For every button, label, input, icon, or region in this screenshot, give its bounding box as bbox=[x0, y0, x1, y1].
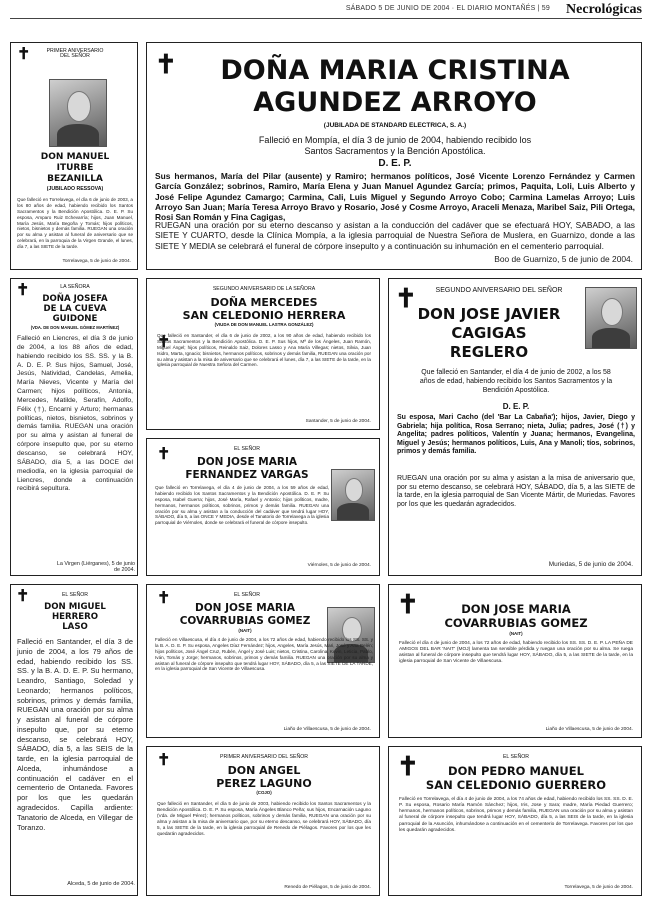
page-header bbox=[10, 2, 642, 19]
notice-subtitle: (VIUDA DE DON MANUEL LASTRA GONZÁLEZ) bbox=[214, 322, 314, 327]
notice-anniversary: EL SEÑOR bbox=[233, 592, 261, 598]
notice-dep: D. E. P. bbox=[378, 158, 412, 169]
notice-name-1: DON JOSE JAVIER bbox=[417, 305, 561, 323]
notice-signature: Viérnoles, 5 de junio de 2004. bbox=[307, 563, 371, 568]
notice-body: Falleció en Santander, el día 3 de junio de 2004, a los 79 años de edad, habiendo recibido los SS. SS. y la B. A. D. E. P. Su hermano, Leandro, Santiago, Soledad y Leonardo; hermanos políticos, sobrinos, primos y demás familia, RUEGAN una oración por su alma y asistan al funeral de córpore insepulto que, por su eterno descanso, se celebrará HOY, SÁBADO, día 5, a las SEIS de la tarde, en la iglesia parroquial de Alceda, inhumándose a continuación el cadáver en el cementerio de Ontaneda. Favores por los que les quedarán agradecidos. Capilla ardiente: Tanatorio de Alceda, en Villegar de Toranzo. bbox=[17, 637, 133, 832]
notice-subtitle: (JUBILADO RESSOVA) bbox=[46, 186, 104, 192]
notice-anniversary: PRIMER ANIVERSARIO DEL SEÑOR bbox=[46, 48, 104, 60]
cross-icon: ✝ bbox=[157, 446, 171, 463]
notice-ruegan: RUEGAN una oración por su eterno descanso y asistan a la conducción del cadáver que se efectuará HOY, SABADO, a las SIETE Y CUARTO, desde la Clínica Mompía, a la iglesia parroquial de Nuestra Señora de Muslera, en Guarnizo, donde a las SIETE Y MEDIA se celebrará el funeral de córpore insepulto y a continuación su inhumación en el cementerio parroquial. bbox=[155, 220, 635, 251]
notice-dep: D. E. P. bbox=[502, 402, 530, 411]
notice-anniversary: EL SEÑOR bbox=[233, 446, 261, 452]
notice-signature: Liaño de Villaescusa, 5 de junio de 2004. bbox=[283, 727, 371, 732]
notice-body: Que falleció en Torrelavega, el día 4 de junio de 2004, a los 59 años de edad, habiendo recibido los Santos Sacramentos y la Bendición Apostólica. D. E. P. Su esposa, Isabel Guerra; hijos, José María, Rafael y Antonio; hijos políticos, madre, hermanos, hermanos políticos, sobrinos, primos y demás familia. RUEGAN una oración por su alma y asistan a la conducción del cadáver que tendrá lugar HOY, SÁBADO, día 5, a las ONCE Y MEDIA, desde el Tanatorio de Torrelavega a la iglesia parroquial de Viérnoles, donde se celebrará el funeral de córpore insepulto. bbox=[155, 485, 329, 526]
notice-name-2: ITURBE bbox=[56, 163, 94, 173]
notice-jose-javier-cagigas bbox=[388, 278, 642, 576]
notice-anniversary: SEGUNDO ANIVERSARIO DEL SEÑOR bbox=[435, 287, 563, 294]
notice-signature: Torrelavega, 5 de junio de 2004. bbox=[564, 885, 633, 890]
notice-body: Que falleció en Santander, el día 5 de junio de 2003, habiendo recibido los Santos Sacramentos y la Bendición Apostólica. D. E. P. Su esposa, María Ángeles Blanco Peña; sus hijos, Encarnación Laguno (Vda. de Miguel Pérez); hermanos políticos, sobrinos y demás familia, RUEGAN una oración por su alma y asistan a la misa de aniversario que, por su eterno descanso, se celebrará HOY, SÁBADO, día 5, a las SIETE de la tarde, en la iglesia parroquial de Renedo de Piélagos. Favores por los que les quedarán agradecidos. bbox=[157, 801, 371, 837]
notice-signature: Liaño de Villaescusa, 5 de junio de 2004. bbox=[545, 727, 633, 732]
notice-name-2: COVARRUBIAS GOMEZ bbox=[444, 616, 588, 630]
notice-signature: Torrelavega, 5 de junio de 2004. bbox=[62, 259, 131, 264]
notice-name-1: DON JOSE MARIA bbox=[196, 456, 297, 468]
notice-body: Falleció en Liencres, el día 3 de junio de 2004, a los 88 años de edad, habiendo recibido los SS. SS. y la B. A. D. E. P. Sus hijos, Samuel, José, Jesús, Natividad, Candelas, Amelia, María Nieves, Vicente y María del Carmen; hijos políticos, Antonia, Mercedes, Matilde, Serafín, Adolfo, Félix (†), Encarni y Arturo; hermanas políticas, nietos, bisnietos, sobrinos y demás familia. RUEGAN una oración por su alma y asistan al funeral de córpore insepulto que, por su eterno descanso, se celebrará HOY, SÁBADO, día 5, a las DOCE del mediodía, en la iglesia parroquial de Liencres, donde a continuación recibirá sepultura. bbox=[17, 335, 133, 493]
cross-icon: ✝ bbox=[157, 590, 171, 607]
notice-name-2: COVARRUBIAS GOMEZ bbox=[179, 615, 311, 627]
notice-body: Falleció en Villaescusa, el día 4 de junio de 2004, a los 72 años de edad, habiendo recibido los SS. SS. y la B. A. D. E. P. Su esposa, Angeles Díaz Fernández; hijos, Angeles, María Jesús, Mari, José y Ana Belén; hijos políticos, José Ángel Cruz, Rubén, Ángel y José Luis; nietos, Cristina, Carolina, Kevin, Leticia, Pablo, Iván, Tomás y Jorge; hermanos, sobrinos, primos y demás familia. RUEGAN una oración por su alma y asistan al funeral de córpore insepulto que tendrá lugar HOY, SÁBADO, día 5, a las SIETE DE LA TARDE, en la iglesia parroquial de San Vicente de Villaescusa. bbox=[155, 637, 373, 672]
notice-body: Falleció en Torrelavega, el día 4 de junio de 2004, a los 74 años de edad, habiendo recibido los SS. SS. D. E. P. Su esposa, Rosario María Ramón Sánchez; hijos, Iris, Jose y Sara; madre, María Piedad Guerrero; hermanos, hermanos políticos, sobrinos, primos y demás familia, RUEGAN una oración por su alma y asistan al funeral de córpore insepulto que tendrá lugar HOY, SÁBADO, día 5, a las SEIS de la tarde, en la iglesia parroquial de la Asunción, inhumándose a continuación en el cementerio de Torrelavega. Favores por los que les quedarán agradecidos. bbox=[399, 797, 633, 833]
notice-name-2: CAGIGAS bbox=[451, 324, 527, 342]
notice-name-1: DOÑA MERCEDES bbox=[210, 296, 318, 309]
portrait-photo bbox=[49, 79, 107, 147]
page-date: SÁBADO 5 DE JUNIO DE 2004 · EL DIARIO MONTAÑÉS | 59 bbox=[345, 5, 550, 12]
notice-manuel-iturbe bbox=[10, 42, 138, 270]
portrait-photo bbox=[585, 287, 637, 349]
notice-josefa-de-la-cueva bbox=[10, 278, 138, 576]
notice-intro: Que falleció en Santander, el día 4 de junio de 2002, a los 58 años de edad, habiendo recibido los Santos Sacramentos y la Bendición Apostólica. bbox=[419, 369, 613, 394]
notice-name-2: DE LA CUEVA bbox=[43, 304, 107, 314]
cross-icon: ✝ bbox=[17, 46, 31, 63]
notice-name-2: SAN CELEDONIO HERRERA bbox=[182, 309, 346, 322]
notice-title-2: AGUNDEZ ARROYO bbox=[253, 87, 537, 118]
notice-signature: La Virgen (Liérganes), 5 de junio de 2004. bbox=[56, 561, 135, 573]
notice-name-1: DON ANGEL bbox=[227, 764, 301, 777]
notice-name-1: DON JOSE MARIA bbox=[194, 602, 295, 614]
notice-name-1: DON PEDRO MANUEL bbox=[448, 764, 584, 778]
notice-body: Que falleció en Santander, el día 6 de junio de 2002, a los 90 años de edad, habiendo recibido los Santos Sacramentos y la Bendición Apostólica. D. E. P. Sus hijos, Mª de los Ángeles, Juan Ramón, Miguel Ángel; hijos políticos, Reinaldo Saiz, Dolores Lasso y Ana María Villegas; nietos, Silvia, Juan Isidro, Marta, Ignacio; bisnietos, hermanos políticos, sobrinos y demás familia, RUEGAN una oración por su alma y asistan a la misa de aniversario que se celebrará el lunes, día 7, a las SIETE de la tarde, en la iglesia parroquial de Nuestra Señora del Carmen. bbox=[157, 333, 371, 368]
cross-icon: ✝ bbox=[157, 334, 171, 351]
notice-jose-maria-fernandez-vargas bbox=[146, 438, 380, 576]
notice-signature: Boo de Guarnizo, 5 de junio de 2004. bbox=[494, 254, 633, 264]
notice-maria-cristina-agundez bbox=[146, 42, 642, 270]
notice-signature: Muriedas, 5 de junio de 2004. bbox=[548, 561, 633, 568]
notice-subtitle: (NAIT) bbox=[238, 628, 252, 633]
notice-body: Que falleció en Torrelavega, el día 6 de junio de 2003, a los 80 años de edad, habiendo recibido los Santos Sacramentos y la Bendición Apostólica. D. E. P. Su esposa, Amparo Ruiz Echevarría; hijos, Juan Manuel, María Jesús, María Begoña y Tomás; hijos políticos, nietos, bisnietos y demás familia. RUEGAN una oración por su alma y asistan al funeral de aniversario que se celebrará, en la parroquia de la Virgen Grande, el lunes, día 7, a las SIETE de la tarde. bbox=[17, 197, 133, 249]
notice-subtitle: (COJO) bbox=[256, 790, 272, 795]
cross-icon: ✝ bbox=[397, 751, 419, 781]
notice-name-3: REGLERO bbox=[449, 343, 529, 361]
notice-signature: Renedo de Piélagos, 5 de junio de 2004. bbox=[284, 885, 371, 890]
notice-pedro-manuel-san-celedonio bbox=[388, 746, 642, 896]
notice-name-2: PEREZ LAGUNO bbox=[216, 777, 312, 790]
notice-name-2: HERRERO bbox=[51, 612, 99, 622]
notice-subtitle: (VDA. DE DON MANUEL GÓMEZ MARTÍNEZ) bbox=[30, 325, 120, 330]
notice-signature: Santander, 5 de junio de 2004. bbox=[305, 419, 371, 424]
notice-jose-maria-covarrubias-pena bbox=[388, 584, 642, 738]
notice-name-3: GUIDONE bbox=[52, 314, 98, 324]
notice-signature: Alceda, 5 de junio de 2004. bbox=[67, 881, 135, 887]
cross-icon: ✝ bbox=[16, 588, 30, 605]
notice-body: Su esposa, Mari Cacho (del 'Bar La Cabaña'); hijos, Javier, Diego y Gabriela; hija política, Rosa Serrano; nieta, Julia; padres, José (†) y Angelita; padres políticos, Valentín y Juana; hermanos, Evangelina, Miguel y Jesús; hermanos políticos, Luis, Ana y Manoli; tíos, sobrinos, primos y demás familia. bbox=[397, 414, 635, 456]
notice-name-3: LASO bbox=[62, 622, 88, 632]
notice-subtitle: (NAIT) bbox=[509, 631, 523, 636]
notice-name-2: SAN CELEDONIO GUERRERO bbox=[425, 778, 607, 792]
notice-name-1: DON MIGUEL bbox=[44, 602, 106, 612]
notice-anniversary: SEGUNDO ANIVERSARIO DE LA SEÑORA bbox=[212, 286, 316, 292]
notice-anniversary: EL SEÑOR bbox=[61, 592, 89, 598]
cross-icon: ✝ bbox=[157, 752, 171, 769]
portrait-photo bbox=[331, 469, 375, 521]
notice-mercedes-san-celedonio bbox=[146, 278, 380, 430]
notice-name-2: FERNANDEZ VARGAS bbox=[185, 469, 309, 481]
notice-angel-perez-laguno bbox=[146, 746, 380, 896]
notice-intro: Falleció en Mompía, el día 3 de junio de 2004, habiendo recibido los Santos Sacramentos y la Bención Apostólica. bbox=[258, 135, 532, 156]
notice-title-1: DOÑA MARIA CRISTINA bbox=[220, 55, 570, 86]
notice-name-3: BEZANILLA bbox=[47, 174, 103, 184]
notice-anniversary: LA SEÑORA bbox=[60, 284, 90, 290]
notice-name-1: DON JOSE MARIA bbox=[461, 602, 571, 616]
notice-anniversary: PRIMER ANIVERSARIO DEL SEÑOR bbox=[219, 754, 308, 760]
notice-family: Sus hermanos, María del Pilar (ausente) y Ramiro; hermanos políticos, José Vicente Lorenzo Fernández y Carmen García González; sobrinos, Ramiro, María Elena y Juan Manuel Agundez García; primos, Paquita, Loli, Luis Alberto y José Felipe Agundez Camargo; Carmina, Cali, Luis Miguel y Segundo Arroyo Cobo; Carmina Lamelas Arroyo; Luis Arroyo San Juan; María Teresa Arroyo Bravo y Rosario, José y Cosme Arroyo, Araceli Menaza, Maribel Saiz, Pili Ortega, Rosi San Román y Fina Cagigas, bbox=[155, 171, 635, 222]
cross-icon: ✝ bbox=[397, 589, 419, 619]
notice-jose-maria-covarrubias-family bbox=[146, 584, 380, 738]
notice-body: Falleció el día 4 de junio de 2004, a los 72 años de edad, habiendo recibido los SS. SS. D. E. P. LA PEÑA DE AMIGOS DEL BAR 'NAIT' (MOJ) lamenta tan sensible pérdida y ruegan una oración por su alma. Se ruega asistan al funeral de córpore insepulto que tendrá lugar HOY, SÁBADO, día 5, a las SIETE de la tarde, en la iglesia parroquial de San Vicente de Villaescusa. bbox=[399, 641, 633, 665]
section-title: Necrológicas bbox=[566, 2, 642, 17]
notice-miguel-herrero-laso bbox=[10, 584, 138, 896]
notice-anniversary: EL SEÑOR bbox=[502, 754, 530, 760]
cross-icon: ✝ bbox=[155, 49, 177, 79]
notice-ruegan: RUEGAN una oración por su alma y asistan a la misa de aniversario que, por su eterno descanso, se celebrará HOY, SÁBADO, día 5, a las SIETE de la tarde, en la iglesia parroquial de San Vicente Mártir, de Muriedas. Favores por los que les quedarán agradecidos. bbox=[397, 475, 635, 508]
cross-icon: ✝ bbox=[16, 282, 30, 299]
notice-name-1: DOÑA JOSEFA bbox=[42, 294, 108, 304]
notice-subtitle: (JUBILADA DE STANDARD ELECTRICA, S. A.) bbox=[323, 122, 467, 129]
cross-icon: ✝ bbox=[395, 283, 417, 313]
notice-name-1: DON MANUEL bbox=[40, 152, 110, 162]
